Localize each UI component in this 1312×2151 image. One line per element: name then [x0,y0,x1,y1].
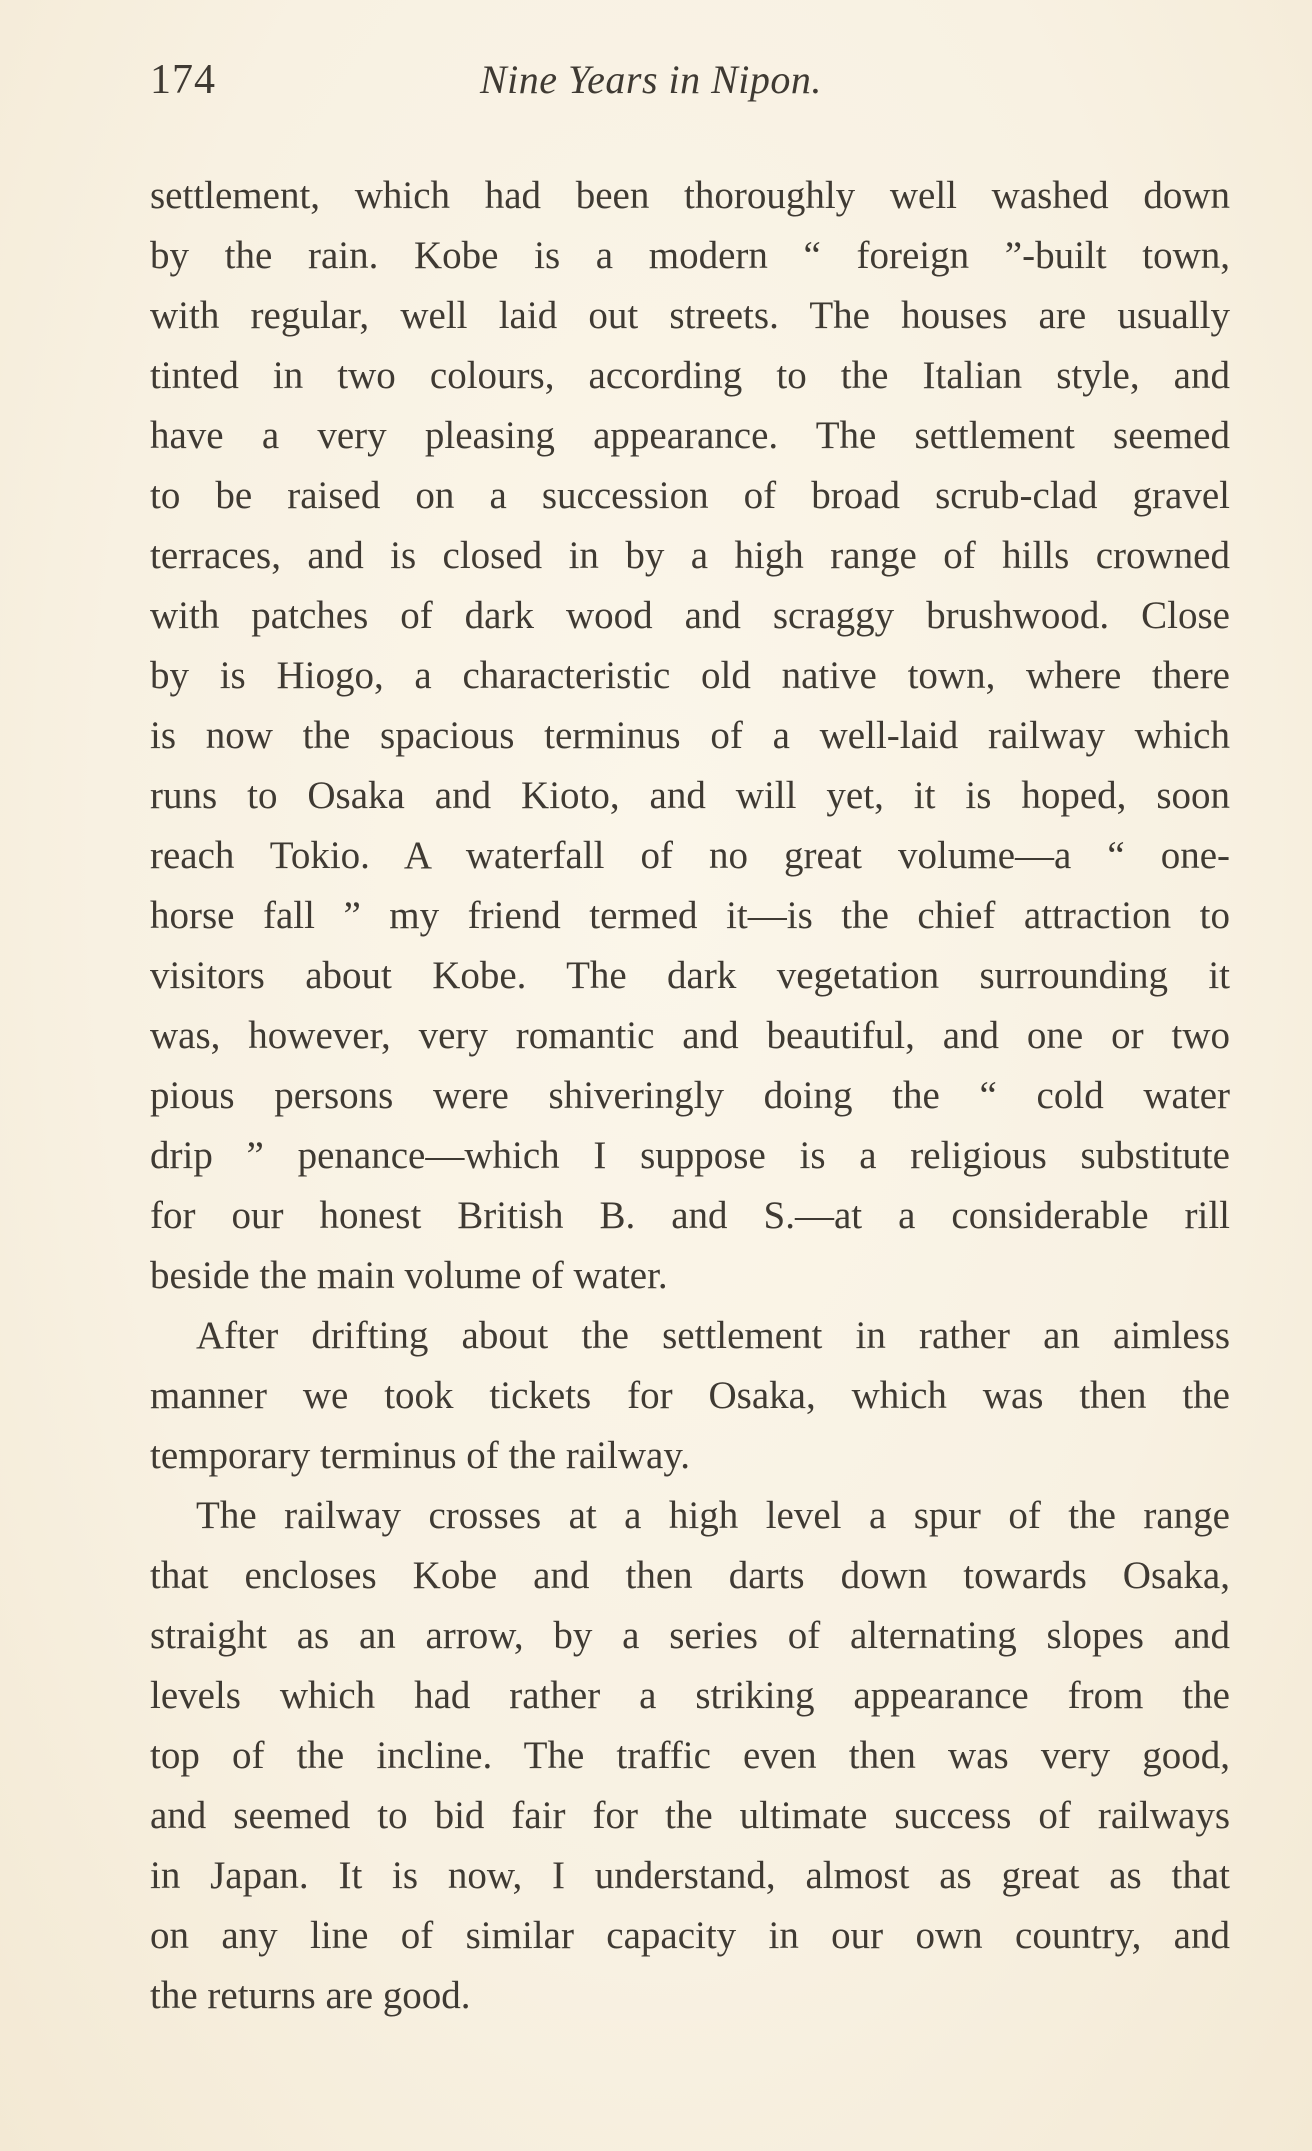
text-line: drip ” penance—which I suppose is a religious substitute [150,1134,1230,1177]
text-line: for our honest British B. and S.—at a considerable rill [150,1194,1230,1237]
text-line: by the rain. Kobe is a modern “ foreign ”-built town, [150,234,1230,277]
page-number: 174 [150,57,216,103]
body-text [150,166,1230,2026]
text-line: that encloses Kobe and then darts down towards Osaka, [150,1554,1230,1597]
text-line: beside the main volume of water. [150,1254,668,1297]
text-line: manner we took tickets for Osaka, which was then the [150,1374,1230,1417]
text-line: visitors about Kobe. The dark vegetation surrounding it [150,954,1230,997]
text-line: on any line of similar capacity in our own country, and [150,1914,1230,1957]
text-line: was, however, very romantic and beautiful, and one or two [150,1014,1230,1057]
text-line: have a very pleasing appearance. The settlement seemed [150,414,1230,457]
text-line: to be raised on a succession of broad scrub-clad gravel [150,474,1230,517]
text-line: temporary terminus of the railway. [150,1434,691,1477]
text-line: settlement, which had been thoroughly well washed down [150,174,1230,217]
text-line: top of the incline. The traffic even then was very good, [150,1734,1230,1777]
text-line: tinted in two colours, according to the Italian style, and [150,354,1230,397]
text-line: straight as an arrow, by a series of alternating slopes and [150,1614,1230,1657]
text-line: terraces, and is closed in by a high range of hills crowned [150,534,1230,577]
text-line: with regular, well laid out streets. The houses are usually [150,294,1230,337]
text-line: The railway crosses at a high level a spur of the range [196,1494,1230,1537]
running-title: Nine Years in Nipon. [480,57,822,102]
text-line: horse fall ” my friend termed it—is the chief attraction to [150,894,1230,937]
text-line: is now the spacious terminus of a well-laid railway which [150,714,1230,757]
text-line: in Japan. It is now, I understand, almost as great as that [150,1854,1230,1897]
text-line: pious persons were shiveringly doing the “ cold water [150,1074,1230,1117]
text-line: with patches of dark wood and scraggy brushwood. Close [150,594,1230,637]
text-line: by is Hiogo, a characteristic old native town, where there [150,654,1230,697]
text-line: After drifting about the settlement in rather an aimless [196,1314,1230,1357]
text-line: runs to Osaka and Kioto, and will yet, it is hoped, soon [150,774,1230,817]
text-line: and seemed to bid fair for the ultimate success of railways [150,1794,1230,1837]
page-header [150,56,1230,116]
text-line: the returns are good. [150,1974,471,2017]
text-line: reach Tokio. A waterfall of no great volume—a “ one- [150,834,1230,877]
text-line: levels which had rather a striking appearance from the [150,1674,1230,1717]
